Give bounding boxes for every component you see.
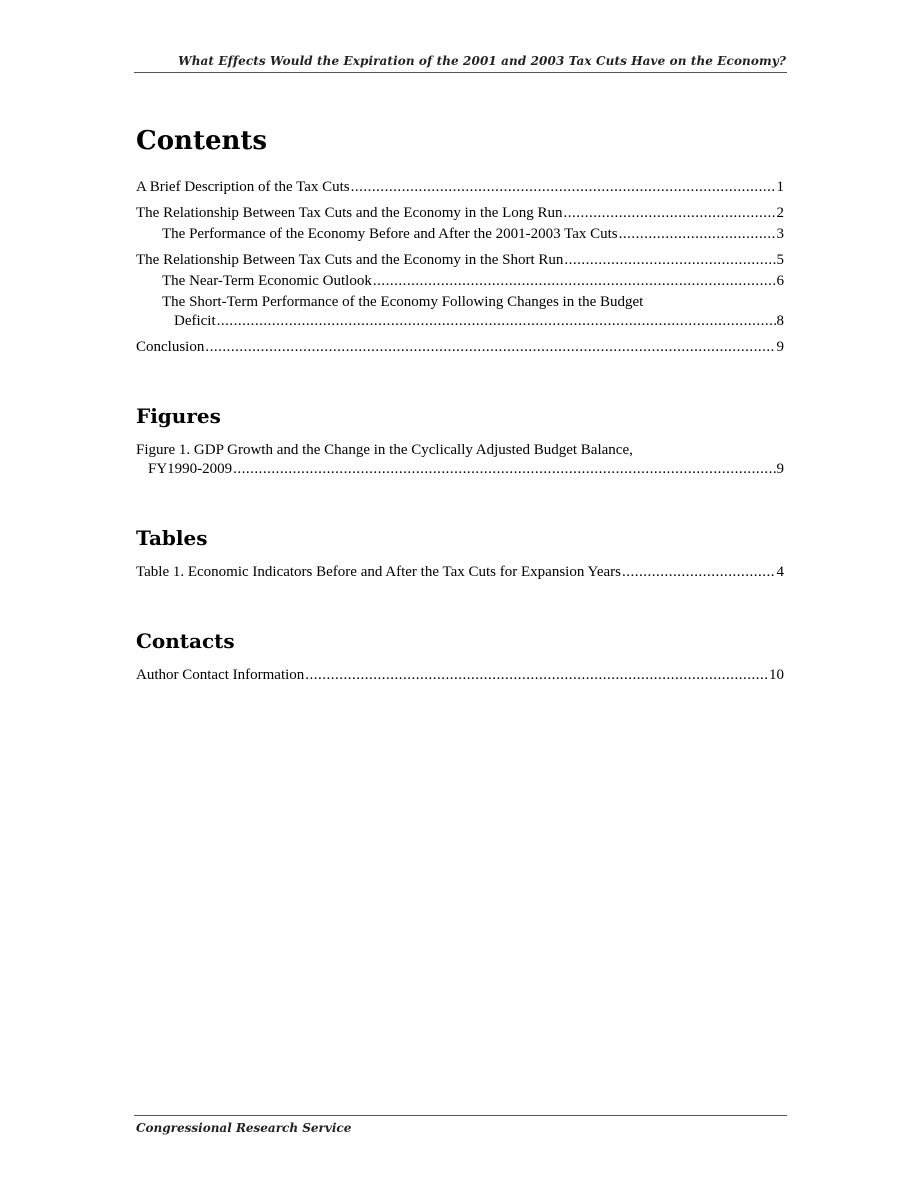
dot-leader xyxy=(233,460,775,479)
running-header: What Effects Would the Expiration of the 2001 and 2003 Tax Cuts Have on the Economy? xyxy=(178,54,786,68)
figures-list xyxy=(136,441,784,479)
toc-entry-title: The Near-Term Economic Outlook xyxy=(162,273,372,289)
footer-divider xyxy=(134,1115,787,1116)
toc-subentry[interactable] xyxy=(136,293,784,331)
table-entry-page: 4 xyxy=(776,564,784,580)
figure-entry-title-line2: FY1990-2009 xyxy=(148,461,233,477)
figures-section xyxy=(136,403,784,479)
toc-entry-title: The Relationship Between Tax Cuts and the Economy in the Long Run xyxy=(136,205,563,221)
toc-entry-page: 1 xyxy=(776,179,784,195)
dot-leader xyxy=(622,563,775,582)
dot-leader xyxy=(217,312,776,331)
toc-entry-title: A Brief Description of the Tax Cuts xyxy=(136,179,350,195)
header-divider xyxy=(134,72,787,73)
tables-section xyxy=(136,525,784,582)
toc-subentry[interactable] xyxy=(136,225,784,244)
toc-entry-title: The Relationship Between Tax Cuts and the Economy in the Short Run xyxy=(136,252,564,268)
dot-leader xyxy=(564,204,776,223)
toc-entry-page: 6 xyxy=(776,273,784,289)
contents-list xyxy=(136,178,784,357)
contents-heading: Contents xyxy=(136,126,268,156)
toc-entry-page: 8 xyxy=(776,313,784,329)
figure-entry-page: 9 xyxy=(776,461,784,477)
table-entry-title: Table 1. Economic Indicators Before and After the Tax Cuts for Expansion Years xyxy=(136,564,622,580)
toc-entry[interactable] xyxy=(136,204,784,223)
contact-entry[interactable] xyxy=(136,666,784,685)
figure-entry[interactable] xyxy=(136,441,784,479)
dot-leader xyxy=(205,338,775,357)
toc-entry-page: 3 xyxy=(776,226,784,242)
dot-leader xyxy=(305,666,768,685)
table-entry[interactable] xyxy=(136,563,784,582)
toc-entry[interactable] xyxy=(136,178,784,197)
figure-entry-title-line1: Figure 1. GDP Growth and the Change in the Cyclically Adjusted Budget Balance, xyxy=(136,442,633,458)
toc-entry[interactable] xyxy=(136,338,784,357)
toc-entry-title-line1: The Short-Term Performance of the Economy Following Changes in the Budget xyxy=(162,294,644,310)
dot-leader xyxy=(373,272,776,291)
dot-leader xyxy=(619,225,776,244)
tables-list xyxy=(136,563,784,582)
toc-entry-page: 5 xyxy=(776,252,784,268)
contacts-heading: Contacts xyxy=(136,629,235,653)
dot-leader xyxy=(351,178,776,197)
contacts-section xyxy=(136,628,784,685)
tables-heading: Tables xyxy=(136,526,208,550)
running-footer: Congressional Research Service xyxy=(136,1121,352,1135)
toc-entry-page: 9 xyxy=(776,339,784,355)
contacts-list xyxy=(136,666,784,685)
toc-subentry[interactable] xyxy=(136,272,784,291)
dot-leader xyxy=(564,251,775,270)
toc-entry-title: Conclusion xyxy=(136,339,205,355)
toc-content xyxy=(136,124,784,692)
figures-heading: Figures xyxy=(136,404,221,428)
toc-entry-page: 2 xyxy=(776,205,784,221)
contact-entry-title: Author Contact Information xyxy=(136,667,305,683)
toc-entry[interactable] xyxy=(136,251,784,270)
toc-entry-title: The Performance of the Economy Before and After the 2001-2003 Tax Cuts xyxy=(162,226,618,242)
toc-entry-title-line2: Deficit xyxy=(174,313,216,329)
contact-entry-page: 10 xyxy=(769,667,784,683)
